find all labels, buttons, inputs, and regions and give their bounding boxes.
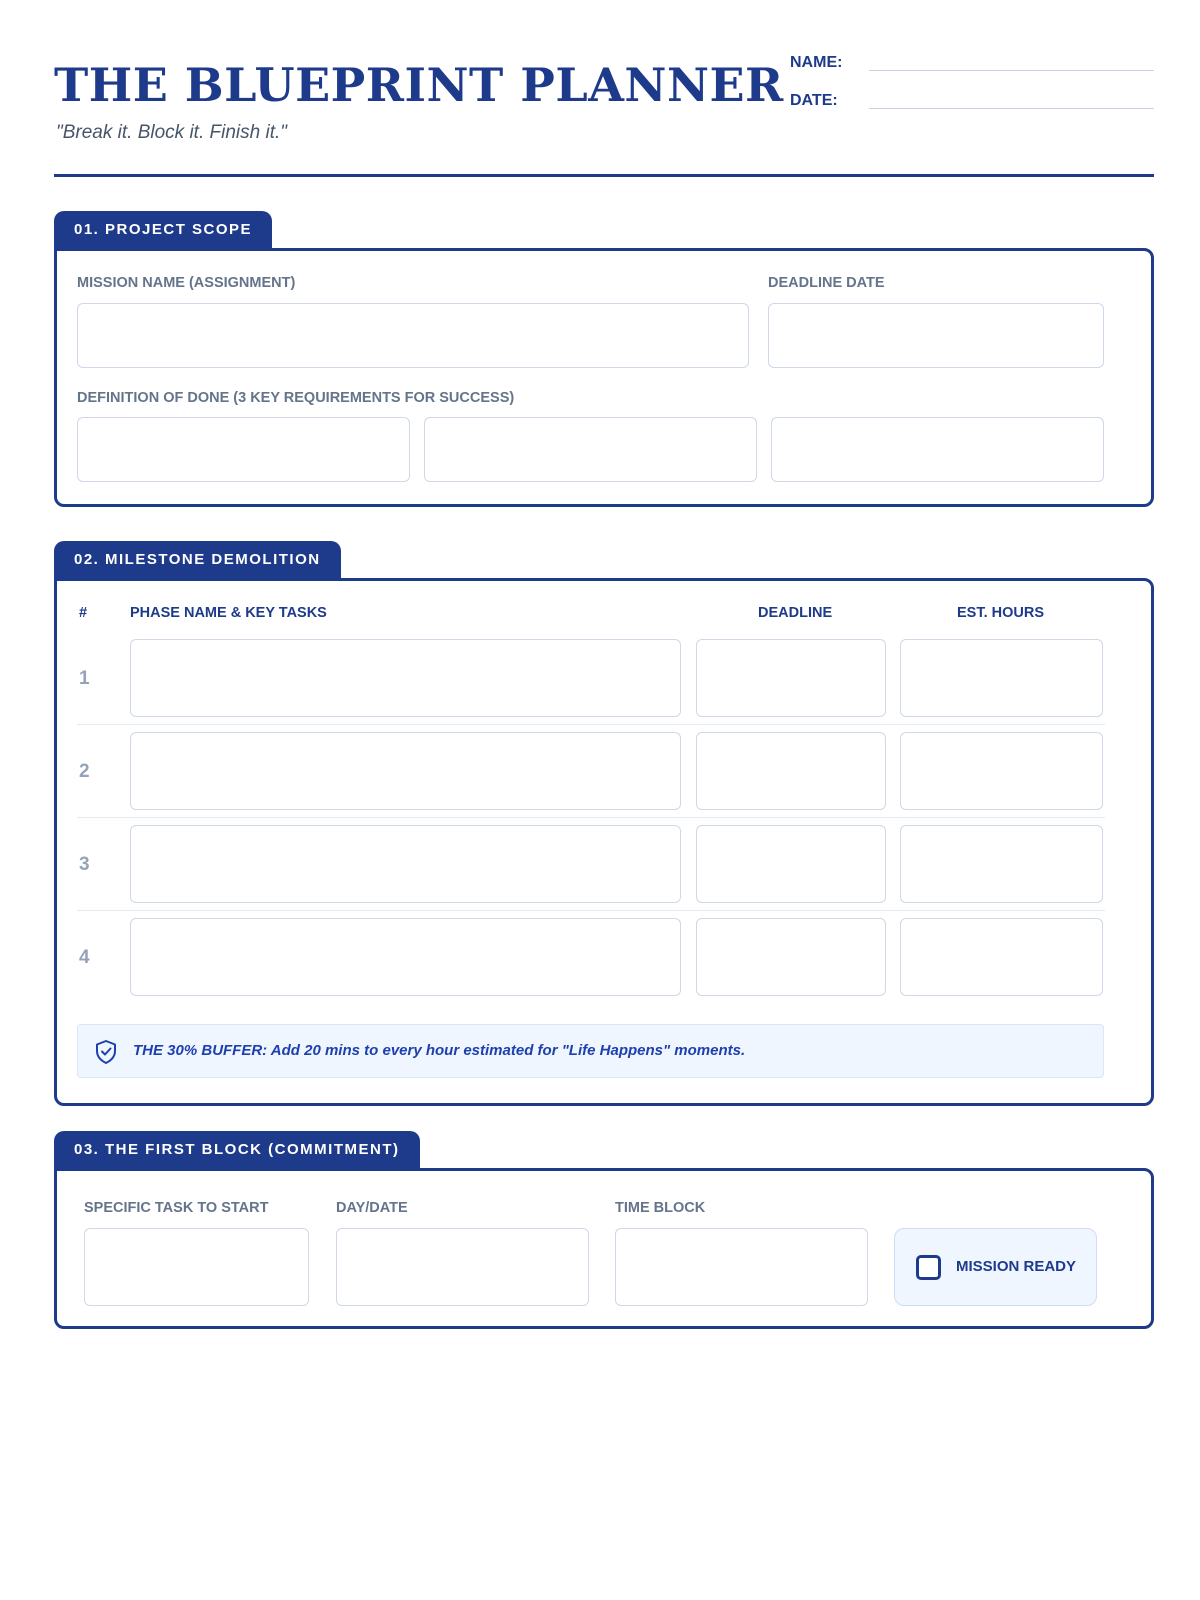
hours-input[interactable] xyxy=(900,639,1103,717)
hours-input[interactable] xyxy=(900,918,1103,996)
row-number: 3 xyxy=(79,854,90,875)
task-to-start-input[interactable] xyxy=(84,1228,309,1306)
hours-input[interactable] xyxy=(900,732,1103,810)
row-number: 4 xyxy=(79,947,90,968)
row-divider xyxy=(77,910,1105,911)
col-number-header: # xyxy=(79,605,88,621)
deadline-input[interactable] xyxy=(696,732,886,810)
phase-input[interactable] xyxy=(130,732,681,810)
deadline-date-input[interactable] xyxy=(768,303,1104,368)
phase-input[interactable] xyxy=(130,639,681,717)
mission-ready-label: MISSION READY xyxy=(956,1258,1077,1275)
col-phase-header: PHASE NAME & KEY TASKS xyxy=(130,605,327,621)
col-hours-header: EST. HOURS xyxy=(957,605,1045,621)
col-deadline-header: DEADLINE xyxy=(758,605,833,621)
requirement-3-input[interactable] xyxy=(771,417,1104,482)
time-block-label: TIME BLOCK xyxy=(615,1200,706,1216)
buffer-note xyxy=(77,1024,1104,1078)
first-block-box xyxy=(54,1168,1154,1329)
project-scope-tab: 01. PROJECT SCOPE xyxy=(54,211,272,250)
deadline-input[interactable] xyxy=(696,825,886,903)
row-divider xyxy=(77,817,1105,818)
header-divider xyxy=(54,174,1154,177)
phase-input[interactable] xyxy=(130,918,681,996)
buffer-note-text: THE 30% BUFFER: Add 20 mins to every hour estimated for "Life Happens" moments. xyxy=(133,1042,746,1059)
first-block-tab: 03. THE FIRST BLOCK (COMMITMENT) xyxy=(54,1131,420,1170)
row-divider xyxy=(77,724,1105,725)
shield-check-icon xyxy=(94,1039,118,1065)
milestone-section xyxy=(54,541,1154,1106)
definition-of-done-label: DEFINITION OF DONE (3 KEY REQUIREMENTS FOR SUCCESS) xyxy=(77,390,515,406)
date-row xyxy=(790,92,1154,120)
row-number: 2 xyxy=(79,761,90,782)
name-field[interactable] xyxy=(869,70,1154,71)
day-date-input[interactable] xyxy=(336,1228,589,1306)
mission-ready-checkbox[interactable] xyxy=(916,1255,941,1280)
milestone-tab: 02. MILESTONE DEMOLITION xyxy=(54,541,341,580)
deadline-input[interactable] xyxy=(696,918,886,996)
first-block-section xyxy=(54,1131,1154,1328)
project-scope-section xyxy=(54,211,1154,508)
mission-name-label: MISSION NAME (ASSIGNMENT) xyxy=(77,275,296,291)
requirement-1-input[interactable] xyxy=(77,417,410,482)
row-number: 1 xyxy=(79,668,90,689)
page-title: THE BLUEPRINT PLANNER xyxy=(54,58,784,112)
date-field[interactable] xyxy=(869,108,1154,109)
requirement-2-input[interactable] xyxy=(424,417,757,482)
tagline: "Break it. Block it. Finish it." xyxy=(56,122,287,143)
deadline-date-label: DEADLINE DATE xyxy=(768,275,885,291)
task-to-start-label: SPECIFIC TASK TO START xyxy=(84,1200,269,1216)
milestone-box xyxy=(54,578,1154,1106)
name-label: NAME: xyxy=(790,54,843,71)
hours-input[interactable] xyxy=(900,825,1103,903)
phase-input[interactable] xyxy=(130,825,681,903)
mission-name-input[interactable] xyxy=(77,303,749,368)
name-row xyxy=(790,54,1154,82)
project-scope-box xyxy=(54,248,1154,507)
day-date-label: DAY/DATE xyxy=(336,1200,408,1216)
deadline-input[interactable] xyxy=(696,639,886,717)
time-block-input[interactable] xyxy=(615,1228,868,1306)
header xyxy=(54,0,1154,180)
mission-ready-toggle[interactable] xyxy=(894,1228,1097,1306)
date-label: DATE: xyxy=(790,92,838,109)
